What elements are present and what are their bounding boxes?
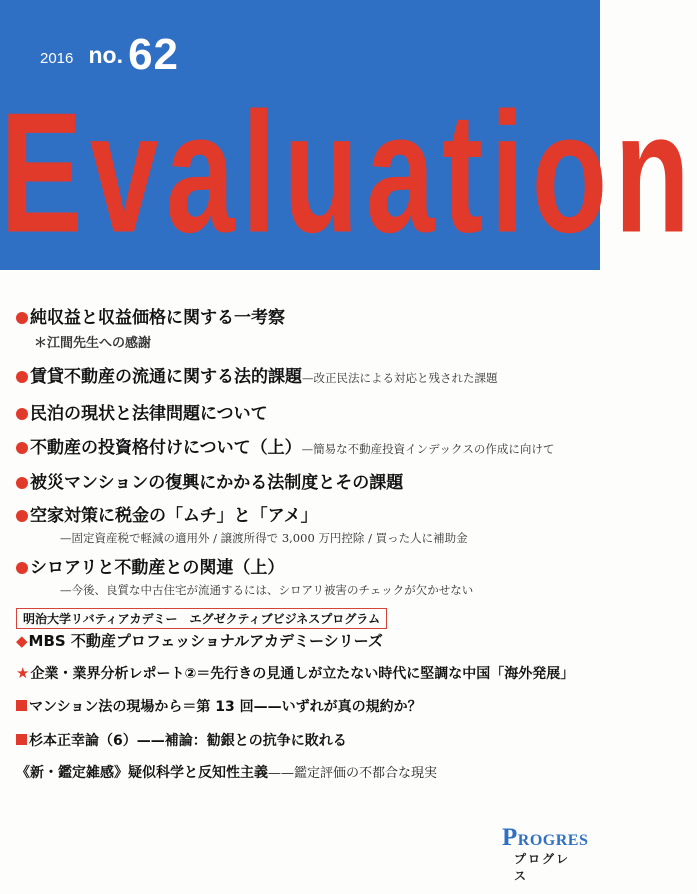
issue-prefix: no. — [88, 42, 123, 68]
appraisal-column-subtitle: ——鑑定評価の不都合な現実 — [268, 766, 438, 781]
article-5 — [16, 468, 403, 493]
issue-info — [40, 30, 179, 80]
diamond-icon: ◆ — [16, 632, 28, 650]
red-bullet-icon — [16, 408, 28, 420]
article-title: 賃貸不動産の流通に関する法的課題 — [30, 367, 302, 387]
article-subtitle: —固定資産税で軽減の適用外 / 譲渡所得で 3,000 万円控除 / 買った人に補助金 — [60, 531, 468, 545]
logo-initial: P — [502, 824, 518, 851]
publisher-logo-mark — [502, 824, 589, 851]
red-square-icon — [16, 734, 27, 745]
sugimoto-column — [16, 730, 347, 750]
article-title: 被災マンションの復興にかかる法制度とその課題 — [30, 473, 404, 493]
red-bullet-icon — [16, 510, 28, 522]
red-bullet-icon — [16, 312, 28, 324]
issue-number: 62 — [128, 30, 180, 79]
red-square-icon — [16, 700, 27, 711]
article-subtitle: —改正民法による対応と残された課題 — [302, 371, 498, 385]
article-2 — [16, 362, 498, 387]
publisher-logo-kana: プログレス — [514, 852, 571, 883]
star-icon: ★ — [16, 664, 30, 682]
logo-rest: ROGRES — [517, 832, 589, 849]
article-title: 不動産の投資格付けについて（上） — [30, 438, 302, 458]
article-title: 民泊の現状と法律問題について — [30, 404, 268, 424]
article-title: 空家対策に税金の「ムチ」と「アメ」 — [30, 506, 318, 526]
red-bullet-icon — [16, 442, 28, 454]
article-subtitle: ＊江間先生への感謝 — [34, 336, 152, 351]
article-3 — [16, 399, 268, 424]
article-4 — [16, 433, 554, 458]
article-subtitle: —簡易な不動産投資インデックスの作成に向けて — [301, 442, 555, 456]
article-7 — [16, 553, 473, 598]
article-title: 純収益と収益価格に関する一考察 — [30, 308, 285, 328]
industry-report — [16, 663, 574, 683]
article-title: シロアリと不動産との関連（上） — [30, 558, 285, 578]
appraisal-column-title: 疑似科学と反知性主義 — [128, 765, 268, 781]
appraisal-column-prefix: 《新・鑑定雑感》 — [16, 765, 128, 781]
academy-series — [16, 630, 383, 651]
sugimoto-title: 杉本正幸論（6）——補論：勧銀との抗争に敗れる — [29, 733, 347, 749]
condo-law-title: マンション法の現場から＝第 13 回——いずれが真の規約か？ — [29, 699, 422, 715]
red-bullet-icon — [16, 371, 28, 383]
academy-box — [16, 608, 387, 629]
article-1 — [16, 303, 285, 351]
issue-year: 2016 — [40, 50, 74, 67]
condo-law-column — [16, 696, 422, 716]
magazine-title: Evaluation — [0, 78, 697, 269]
academy-series-title: MBS 不動産プロフェッショナルアカデミーシリーズ — [28, 632, 383, 650]
appraisal-column — [16, 762, 437, 782]
cover-header — [0, 0, 697, 270]
article-subtitle: —今後、良質な中古住宅が流通するには、シロアリ被害のチェックが欠かせない — [60, 583, 474, 597]
red-bullet-icon — [16, 477, 28, 489]
industry-report-title: 企業・業界分析レポート②＝先行きの見通しが立たない時代に堅調な中国「海外発展」 — [30, 666, 575, 682]
academy-box-label: 明治大学リバティアカデミー エグゼクティブビジネスプログラム — [16, 608, 387, 629]
publisher-logo — [502, 824, 589, 883]
article-6 — [16, 501, 468, 546]
red-bullet-icon — [16, 562, 28, 574]
